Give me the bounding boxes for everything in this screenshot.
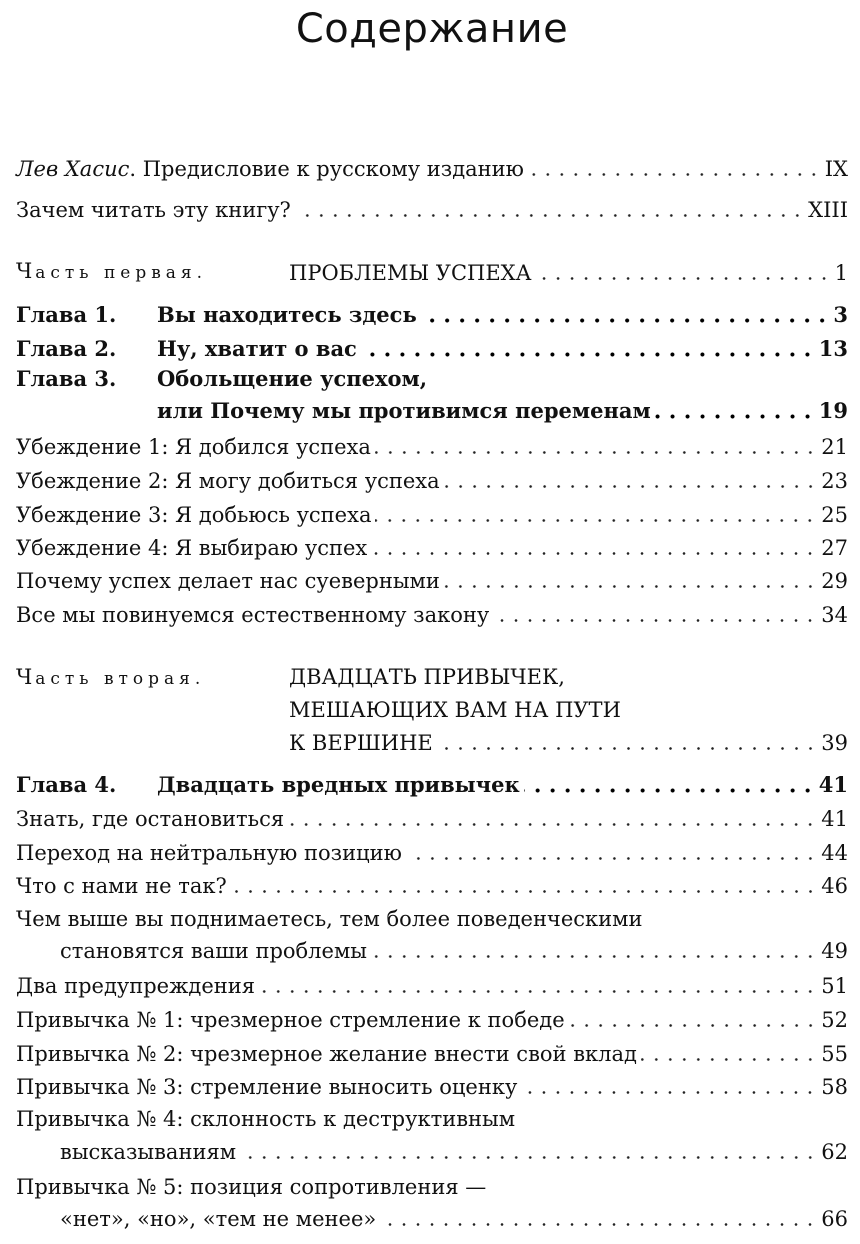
entry-title: Все мы повинуемся естественному закону	[16, 603, 490, 627]
leader-dots	[437, 747, 818, 750]
entry-title: Почему успех делает нас суеверными	[16, 569, 440, 593]
leader-dots	[521, 1091, 817, 1094]
page-number: 44	[821, 841, 848, 865]
page-number: 55	[821, 1042, 848, 1066]
page-number: 39	[821, 731, 848, 755]
toc-section[interactable]	[16, 932, 848, 964]
entry-title-cont: «нет», «но», «тем не менее»	[60, 1207, 377, 1231]
chapter-label: Глава 3.	[16, 366, 117, 391]
leader-dots	[569, 1024, 818, 1027]
leader-dots	[240, 1156, 817, 1159]
entry-title: Чем выше вы поднимаетесь, тем более поведенческими	[16, 907, 643, 931]
toc-section[interactable]	[16, 529, 848, 561]
chapter-label: Глава 4.	[16, 772, 117, 797]
page-number: 51	[821, 974, 848, 998]
toc-section[interactable]	[16, 1035, 848, 1067]
entry-title-cont: становятся ваши проблемы	[60, 939, 367, 963]
page-number: 13	[818, 336, 848, 361]
toc-section-line1[interactable]	[16, 1106, 848, 1132]
toc-section[interactable]	[16, 800, 848, 832]
chapter-label: Глава 2.	[16, 336, 117, 361]
toc-chapter-4[interactable]	[16, 766, 848, 798]
part-title: ПРОБЛЕМЫ УСПЕХА	[289, 261, 532, 285]
leader-dots	[641, 1058, 817, 1061]
toc-section[interactable]	[16, 1133, 848, 1165]
part-title-cont: К ВЕРШИНЕ	[289, 731, 433, 755]
toc-section-line1[interactable]	[16, 906, 848, 932]
leader-dots	[371, 552, 817, 555]
chapter-title: Обольщение успехом,	[157, 366, 428, 391]
part-label: Часть вторая.	[16, 665, 206, 689]
toc-section[interactable]	[16, 596, 848, 628]
entry-title: Два предупреждения	[16, 974, 256, 998]
toc-section[interactable]	[16, 1068, 848, 1100]
part-title-cont: МЕШАЮЩИХ ВАМ НА ПУТИ	[289, 698, 621, 722]
leader-dots	[231, 890, 818, 893]
toc-chapter-3[interactable]	[16, 392, 848, 424]
toc-chapter-3-line1[interactable]	[16, 366, 848, 392]
page-number: 34	[821, 603, 848, 627]
part-title: ДВАДЦАТЬ ПРИВЫЧЕК,	[289, 665, 565, 689]
toc-section[interactable]	[16, 496, 848, 528]
toc-chapter-1[interactable]	[16, 296, 848, 328]
toc-section[interactable]	[16, 834, 848, 866]
leader-dots	[528, 173, 821, 176]
entry-title: Переход на нейтральную позицию	[16, 841, 402, 865]
page-number: 19	[818, 398, 848, 423]
entry-title-cont: высказываниям	[60, 1140, 237, 1164]
leader-dots	[371, 955, 817, 958]
toc-chapter-2[interactable]	[16, 330, 848, 362]
page-number: XIII	[808, 198, 848, 222]
toc-section[interactable]	[16, 462, 848, 494]
toc-section[interactable]	[16, 1200, 848, 1232]
page-number: 21	[821, 435, 848, 459]
leader-dots	[421, 318, 830, 323]
page-number: IX	[824, 157, 848, 181]
chapter-label: Глава 1.	[16, 302, 117, 327]
foreword-author: Лев Хасис	[16, 157, 130, 181]
leader-dots	[524, 788, 815, 793]
leader-dots	[444, 585, 817, 588]
leader-dots	[536, 277, 831, 280]
page-number: 62	[821, 1140, 848, 1164]
toc-section[interactable]	[16, 428, 848, 460]
entry-title: Убеждение 1: Я добился успеха	[16, 435, 371, 459]
toc-part-2[interactable]	[16, 724, 848, 756]
entry-title: Привычка № 1: чрезмерное стремление к победе	[16, 1008, 565, 1032]
leader-dots	[375, 451, 817, 454]
leader-dots	[259, 990, 817, 993]
leader-dots	[361, 352, 815, 357]
toc-entry-why-read[interactable]	[16, 191, 848, 223]
toc-section[interactable]	[16, 867, 848, 899]
page-number: 52	[821, 1008, 848, 1032]
entry-title: Зачем читать эту книгу?	[16, 198, 291, 222]
chapter-title: Двадцать вредных привычек	[157, 772, 520, 797]
page-number: 29	[821, 569, 848, 593]
entry-title: Что с нами не так?	[16, 874, 227, 898]
page-number: 46	[821, 874, 848, 898]
page-number: 23	[821, 469, 848, 493]
chapter-title: Вы находитесь здесь	[157, 302, 417, 327]
toc-section[interactable]	[16, 562, 848, 594]
leader-dots	[288, 823, 817, 826]
page-title: Содержание	[295, 6, 569, 52]
chapter-title-cont: или Почему мы противимся переменам	[157, 398, 651, 423]
leader-dots	[375, 519, 817, 522]
toc-section[interactable]	[16, 1001, 848, 1033]
leader-dots	[380, 1223, 817, 1226]
foreword-title: . Предисловие к русскому изданию	[129, 157, 524, 181]
leader-dots	[295, 214, 804, 217]
page-number: 49	[821, 939, 848, 963]
leader-dots	[655, 414, 815, 419]
page-number: 66	[821, 1207, 848, 1231]
toc-entry-foreword[interactable]	[16, 150, 848, 182]
part-label: Часть первая.	[16, 259, 208, 283]
entry-title: Знать, где остановиться	[16, 807, 285, 831]
entry-title: Убеждение 2: Я могу добиться успеха	[16, 469, 440, 493]
entry-title: Убеждение 3: Я добьюсь успеха	[16, 503, 372, 527]
page-number: 41	[818, 772, 848, 797]
toc-part-1[interactable]	[16, 254, 848, 286]
entry-title: Привычка № 4: склонность к деструктивным	[16, 1107, 516, 1131]
toc-section-line1[interactable]	[16, 1174, 848, 1200]
page-number: 41	[821, 807, 848, 831]
page-number: 1	[834, 261, 848, 285]
page-number: 3	[833, 302, 848, 327]
leader-dots	[444, 485, 818, 488]
entry-title: Привычка № 2: чрезмерное желание внести свой вклад	[16, 1042, 637, 1066]
entry-title: Привычка № 3: стремление выносить оценку	[16, 1075, 518, 1099]
leader-dots	[493, 619, 817, 622]
chapter-title: Ну, хватит о вас	[157, 336, 357, 361]
toc-section[interactable]	[16, 967, 848, 999]
toc-part-2-line1[interactable]	[16, 664, 848, 692]
page-number: 27	[821, 536, 848, 560]
page-number: 25	[821, 503, 848, 527]
entry-title: Привычка № 5: позиция сопротивления —	[16, 1175, 487, 1199]
leader-dots	[406, 857, 817, 860]
entry-title: Убеждение 4: Я выбираю успех	[16, 536, 368, 560]
page-number: 58	[821, 1075, 848, 1099]
